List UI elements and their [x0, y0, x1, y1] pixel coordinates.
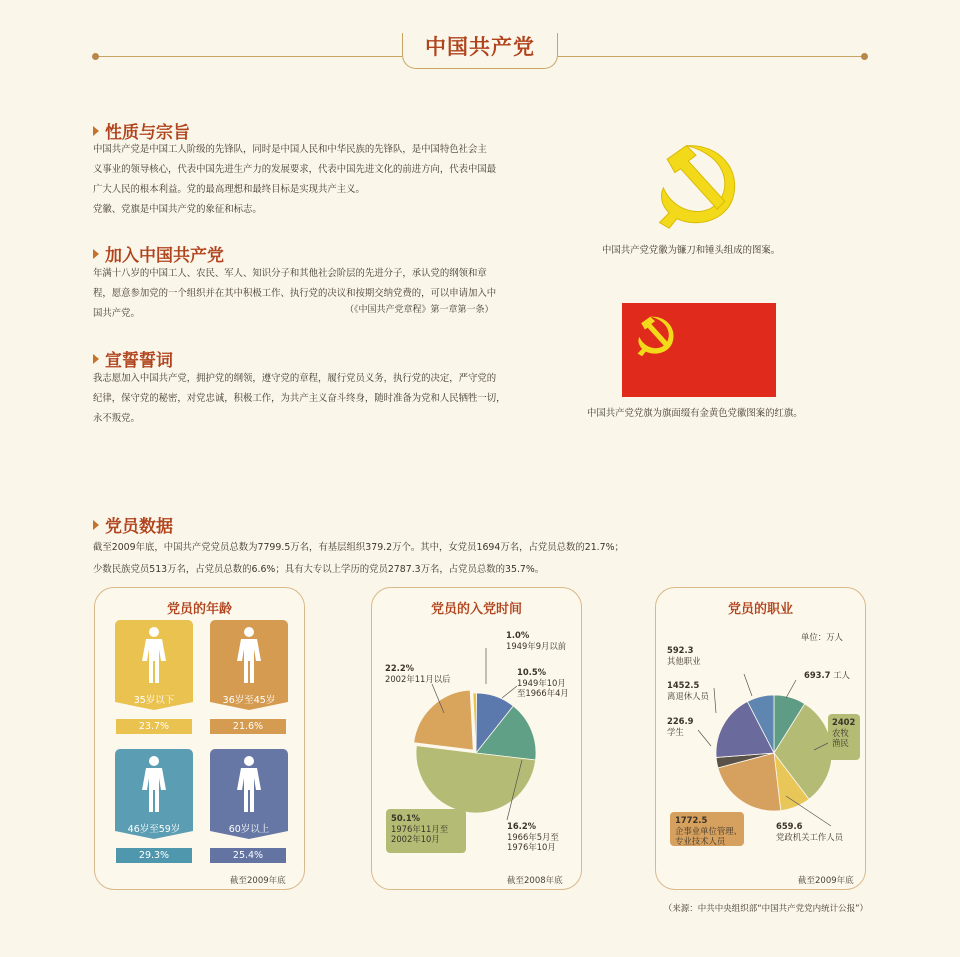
- rule-dot-right: [861, 53, 868, 60]
- join-label-a: 1.0% 1949年9月以前: [506, 630, 567, 651]
- nature-paragraph: 中国共产党是中国工人阶级的先锋队，同时是中国人民和中华民族的先锋队，是中国特色社会主 义事业的领导核心，代表中国先进生产力的发展要求，代表中国先进文化的前进方向，代表中国最 广大人民的根本利益。党的最高理想和最终目标是实现共产主义。 党徽、党旗是中国共产党的象征和标志。: [93, 144, 497, 215]
- title-banner: [402, 33, 558, 69]
- join-label-c: 16.2% 1966年5月至 1976年10月: [507, 821, 559, 852]
- section-heading-join: [93, 241, 224, 266]
- join-callout-d: [386, 809, 466, 853]
- age-card-36-45: [210, 620, 288, 710]
- join-time-panel: [371, 587, 582, 890]
- join-label-b: 10.5% 1949年10月 至1966年4月: [517, 667, 569, 698]
- age-pct-36-45: 21.6%: [210, 719, 286, 734]
- heading-text: 加入中国共产党: [105, 246, 224, 266]
- age-panel: [94, 587, 305, 890]
- heading-text: 性质与宗旨: [105, 123, 190, 143]
- occupation-panel: [655, 587, 866, 890]
- age-label: 35岁以下: [133, 695, 175, 706]
- source-note: （来源：中共中央组织部“中国共产党党内统计公报”）: [663, 904, 868, 914]
- section-heading-oath: [93, 346, 173, 371]
- flag-caption: 中国共产党党旗为旗面缀有金黄色党徽图案的红旗。: [587, 408, 803, 419]
- job-label-enterprise: 1772.5 企事业单位管理、 专业技术人员: [675, 815, 742, 846]
- age-pct-46-59: 29.3%: [116, 848, 192, 863]
- age-pct-under35: 23.7%: [116, 719, 192, 734]
- section-heading-data: [93, 512, 173, 537]
- heading-text: 党员数据: [105, 517, 173, 537]
- age-label: 36岁至45岁: [222, 695, 276, 706]
- job-label-gov: 659.6 党政机关工作人员: [776, 821, 843, 842]
- title-rule-left: [96, 56, 402, 57]
- job-panel-title: 党员的职业: [727, 602, 793, 617]
- triangle-bullet-icon: [93, 354, 99, 364]
- age-panel-title: 党员的年龄: [166, 602, 232, 617]
- heading-text: 宣誓誓词: [105, 351, 173, 371]
- age-card-over60: [210, 749, 288, 839]
- emblem-caption: 中国共产党党徽为镰刀和锤头组成的图案。: [602, 245, 781, 256]
- join-panel-title: 党员的入党时间: [430, 602, 522, 617]
- oath-paragraph: 我志愿加入中国共产党，拥护党的纲领，遵守党的章程，履行党员义务，执行党的决定，严守党的 纪律，保守党的秘密，对党忠诚，积极工作，为共产主义奋斗终身，随时准备为党和人民牺牲一切， 永不叛党。: [93, 373, 506, 424]
- job-label-other: 592.3 其他职业: [667, 645, 701, 666]
- job-callout-enterprise: [670, 812, 744, 846]
- age-pct-over60: 25.4%: [210, 848, 286, 863]
- triangle-bullet-icon: [93, 126, 99, 136]
- age-label: 46岁至59岁: [127, 824, 181, 835]
- triangle-bullet-icon: [93, 520, 99, 530]
- join-label-e: 22.2% 2002年11月以后: [385, 663, 451, 684]
- title-rule-right: [558, 56, 864, 57]
- party-flag: [622, 303, 776, 397]
- data-paragraph: 截至2009年底，中国共产党党员总数为7799.5万名，有基层组织379.2万个。其中，女党员1694万名，占党员总数的21.7%； 少数民族党员513万名，占党员总数的6.6%；具有大专以上学历的党员2787.3万名，占党员总数的35.7%。: [93, 542, 624, 575]
- job-footnote: 截至2009年底: [798, 876, 854, 886]
- join-footnote: 截至2008年底: [507, 876, 563, 886]
- join-paragraph: 年满十八岁的中国工人、农民、军人、知识分子和其他社会阶层的先进分子，承认党的纲领和章 程，愿意参加党的一个组织并在其中积极工作、执行党的决议和按期交纳党费的，可以申请加入中 国共产党。: [93, 268, 497, 319]
- job-label-farmer: 2402 农牧 渔民: [832, 717, 856, 748]
- triangle-bullet-icon: [93, 249, 99, 259]
- job-pie-slices: [716, 695, 832, 811]
- job-unit: 单位：万人: [801, 632, 843, 642]
- rule-dot-left: [92, 53, 99, 60]
- age-footnote: 截至2009年底: [230, 876, 286, 886]
- job-label-student: 226.9 学生: [667, 716, 694, 737]
- job-callout-farmer: [828, 714, 860, 760]
- job-label-retired: 1452.5 离退休人员: [667, 680, 709, 701]
- flag-emblem-icon: [632, 313, 678, 359]
- pie-slice: [414, 690, 474, 750]
- page-title: 中国共产党: [425, 34, 535, 59]
- join-pie-slices: [414, 690, 536, 813]
- age-card-46-59: [115, 749, 193, 839]
- party-emblem-icon: [648, 138, 744, 234]
- age-card-under35: [115, 620, 193, 710]
- job-label-worker: 693.7 工人: [804, 670, 850, 680]
- join-citation: （《中国共产党章程》第一章第一条）: [345, 305, 494, 315]
- join-label-d: 50.1% 1976年11月至 2002年10月: [391, 813, 449, 844]
- age-label: 60岁以上: [228, 824, 270, 835]
